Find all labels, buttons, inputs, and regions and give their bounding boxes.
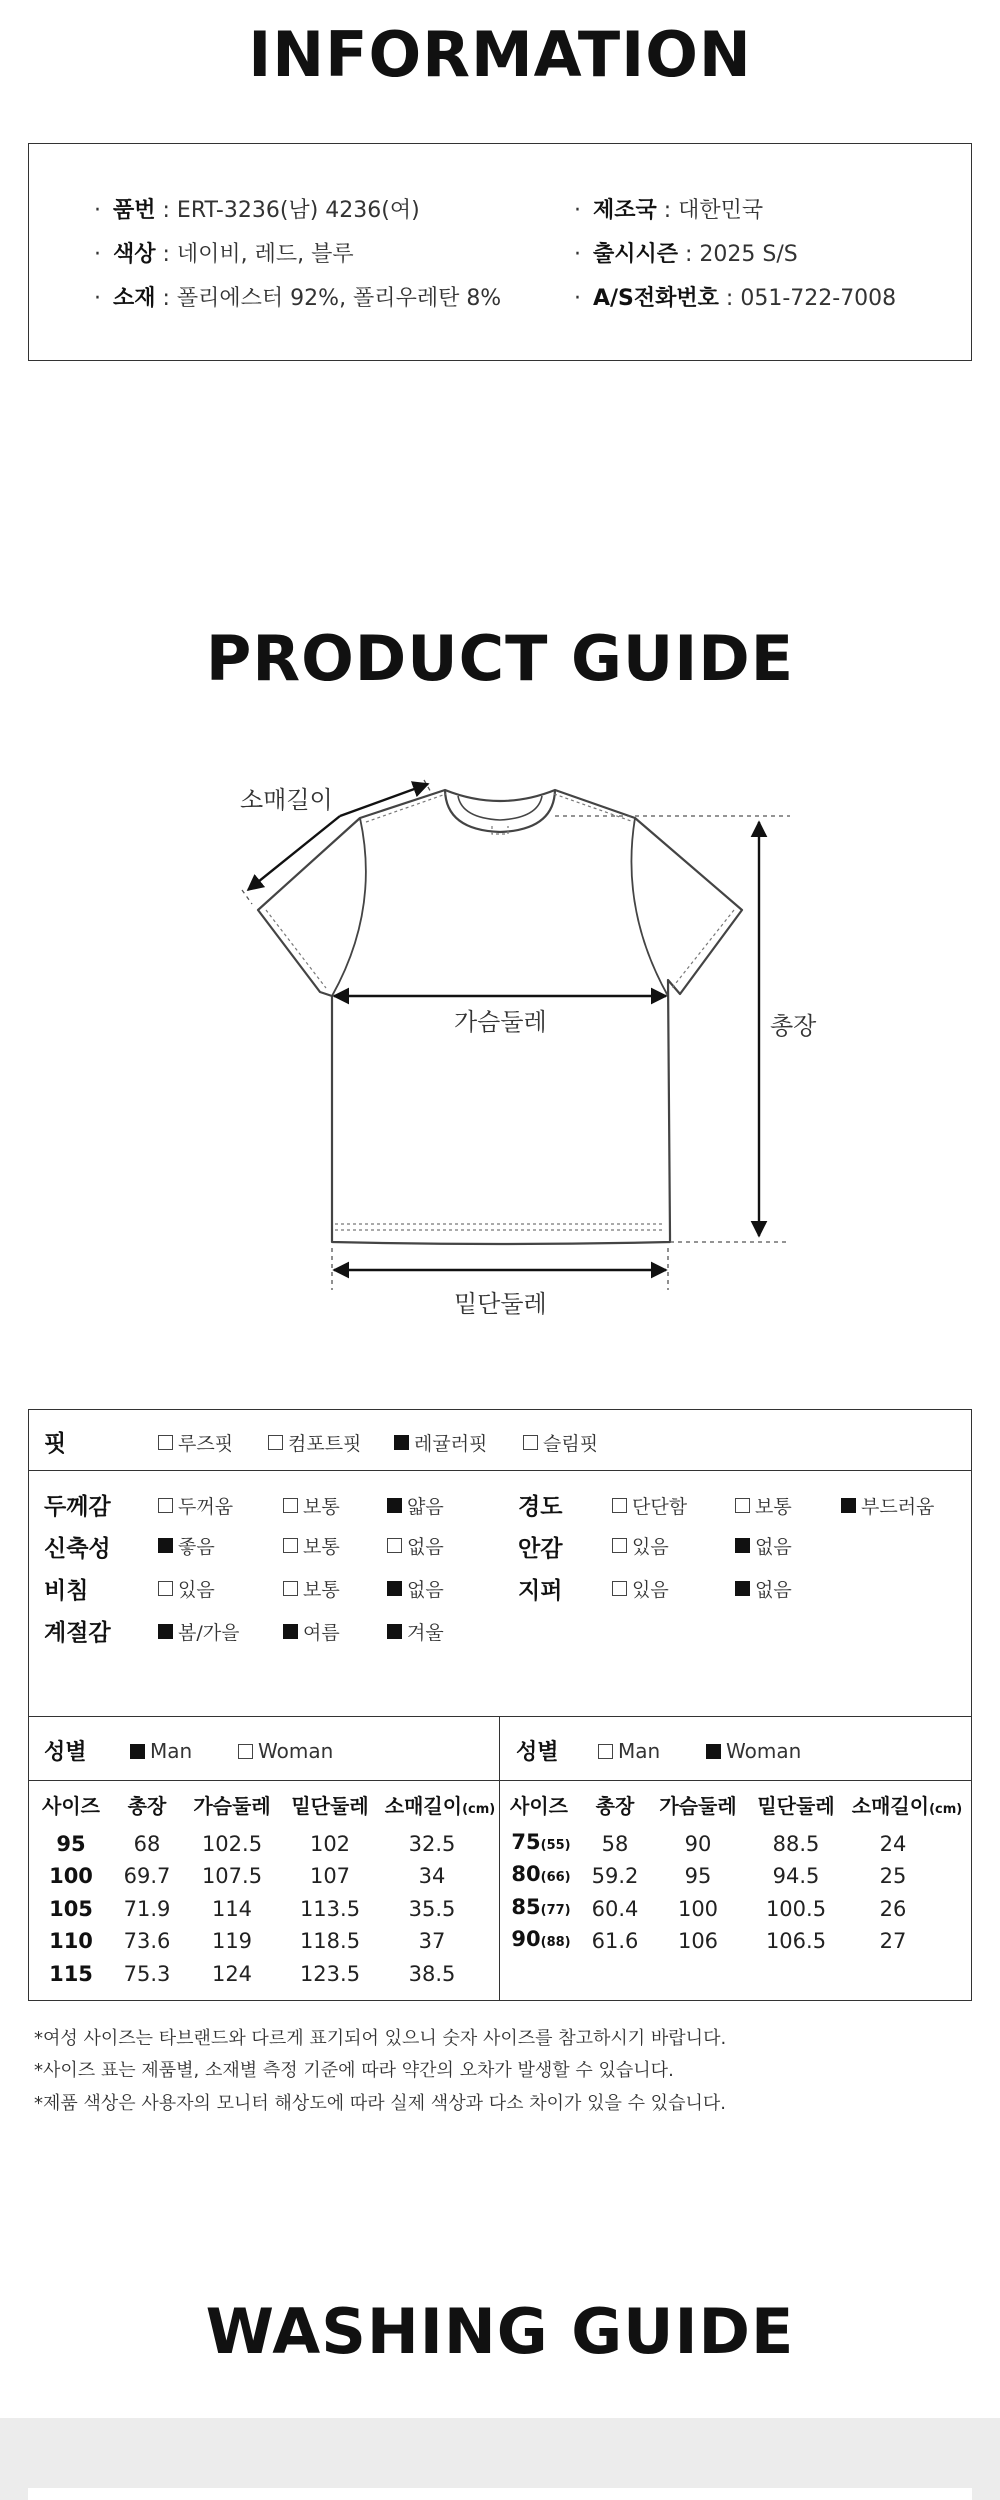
checkbox-icon xyxy=(283,1581,298,1596)
value-cell: 114 xyxy=(211,1897,253,1921)
value-cell: 90 xyxy=(684,1832,712,1856)
value-cell: 123.5 xyxy=(299,1962,361,1986)
value-cell: 27 xyxy=(879,1929,907,1953)
checkbox-icon xyxy=(612,1581,627,1596)
column-header: 사이즈 xyxy=(42,1794,100,1818)
hardness-option: 부드러움 xyxy=(841,1492,934,1519)
checkbox-checked-icon xyxy=(130,1744,145,1759)
sheer-label: 비침 xyxy=(44,1578,89,1604)
zipper-label: 지퍼 xyxy=(518,1578,563,1604)
size-cell: 95 xyxy=(56,1832,86,1856)
value-cell: 35.5 xyxy=(408,1897,456,1921)
checkbox-checked-icon xyxy=(735,1581,750,1596)
value-cell: 113.5 xyxy=(299,1897,361,1921)
size-cell: 75(55) xyxy=(511,1830,571,1854)
fit-option-comfort: 컴포트핏 xyxy=(268,1429,361,1456)
checkbox-icon xyxy=(735,1498,750,1513)
info-item-origin: · 제조국 : 대한민국 xyxy=(574,198,764,223)
thickness-option: 얇음 xyxy=(387,1492,444,1519)
sheer-option: 없음 xyxy=(387,1575,444,1602)
size-cell: 105 xyxy=(49,1897,93,1921)
info-item-as-phone: · A/S전화번호 : 051-722-7008 xyxy=(574,286,897,311)
fit-label: 핏 xyxy=(44,1431,67,1457)
fit-option-loose: 루즈핏 xyxy=(158,1429,233,1456)
value-cell: 106.5 xyxy=(765,1929,827,1953)
info-item-season: · 출시시즌 : 2025 S/S xyxy=(574,242,798,267)
value-cell: 107 xyxy=(309,1864,351,1888)
column-header: 소매길이(cm) xyxy=(851,1794,963,1818)
checkbox-icon xyxy=(612,1498,627,1513)
checkbox-icon xyxy=(238,1744,253,1759)
men-gender-man: Man xyxy=(130,1739,192,1763)
value-cell: 69.7 xyxy=(123,1864,171,1888)
checkbox-icon xyxy=(283,1498,298,1513)
divider-size-header xyxy=(28,1780,972,1781)
value-cell: 58 xyxy=(601,1832,629,1856)
checkbox-icon xyxy=(598,1744,613,1759)
value-cell: 61.6 xyxy=(591,1929,639,1953)
total-length-label: 총장 xyxy=(770,1012,817,1040)
stretch-option: 보통 xyxy=(283,1532,340,1559)
lining-label: 안감 xyxy=(518,1536,563,1562)
value-cell: 60.4 xyxy=(591,1897,639,1921)
value-cell: 124 xyxy=(211,1962,253,1986)
value-cell: 71.9 xyxy=(123,1897,171,1921)
size-cell: 100 xyxy=(49,1864,93,1888)
value-cell: 119 xyxy=(211,1929,253,1953)
lining-option: 없음 xyxy=(735,1532,792,1559)
info-item-material: · 소재 : 폴리에스터 92%, 폴리우레탄 8% xyxy=(94,286,502,311)
men-gender-woman: Woman xyxy=(238,1739,333,1763)
note-women-size: *여성 사이즈는 타브랜드와 다르게 표기되어 있으니 숫자 사이즈를 참고하시기 바랍니다. xyxy=(34,2028,727,2049)
value-cell: 37 xyxy=(418,1929,446,1953)
value-cell: 118.5 xyxy=(299,1929,361,1953)
stretch-option: 없음 xyxy=(387,1532,444,1559)
column-header: 밑단둘레 xyxy=(757,1794,835,1818)
checkbox-checked-icon xyxy=(283,1624,298,1639)
checkbox-icon xyxy=(158,1498,173,1513)
sheer-option: 있음 xyxy=(158,1575,215,1602)
lining-option: 있음 xyxy=(612,1532,669,1559)
washing-guide-card xyxy=(28,2488,972,2500)
sheer-option: 보통 xyxy=(283,1575,340,1602)
checkbox-checked-icon xyxy=(158,1538,173,1553)
checkbox-checked-icon xyxy=(841,1498,856,1513)
size-cell: 90(88) xyxy=(511,1927,571,1951)
product-guide-title: PRODUCT GUIDE xyxy=(205,622,795,695)
hem-label: 밑단둘레 xyxy=(454,1290,547,1318)
checkbox-checked-icon xyxy=(735,1538,750,1553)
value-cell: 26 xyxy=(879,1897,907,1921)
note-measurement: *사이즈 표는 제품별, 소재별 측정 기준에 따라 약간의 오차가 발생할 수 있습니다. xyxy=(34,2060,674,2081)
value-cell: 59.2 xyxy=(591,1864,639,1888)
value-cell: 38.5 xyxy=(408,1962,456,1986)
fit-option-slim: 슬림핏 xyxy=(523,1429,598,1456)
season-label: 계절감 xyxy=(44,1620,111,1646)
value-cell: 24 xyxy=(879,1832,907,1856)
checkbox-icon xyxy=(268,1435,283,1450)
column-header: 가슴둘레 xyxy=(193,1794,271,1818)
value-cell: 102 xyxy=(309,1832,351,1856)
hardness-option: 보통 xyxy=(735,1492,792,1519)
divider-fit xyxy=(28,1470,972,1471)
value-cell: 100.5 xyxy=(765,1897,827,1921)
women-gender-woman: Woman xyxy=(706,1739,801,1763)
checkbox-icon xyxy=(283,1538,298,1553)
size-cell: 85(77) xyxy=(511,1895,571,1919)
value-cell: 75.3 xyxy=(123,1962,171,1986)
zipper-option: 없음 xyxy=(735,1575,792,1602)
column-header: 총장 xyxy=(127,1794,167,1818)
value-cell: 94.5 xyxy=(772,1864,820,1888)
hardness-option: 단단함 xyxy=(612,1492,687,1519)
season-option: 여름 xyxy=(283,1618,340,1645)
value-cell: 25 xyxy=(879,1864,907,1888)
checkbox-checked-icon xyxy=(394,1435,409,1450)
column-header: 사이즈 xyxy=(510,1794,568,1818)
checkbox-checked-icon xyxy=(387,1498,402,1513)
checkbox-icon xyxy=(523,1435,538,1450)
value-cell: 88.5 xyxy=(772,1832,820,1856)
column-header: 총장 xyxy=(595,1794,635,1818)
checkbox-icon xyxy=(158,1581,173,1596)
thickness-option: 보통 xyxy=(283,1492,340,1519)
value-cell: 106 xyxy=(677,1929,719,1953)
value-cell: 34 xyxy=(418,1864,446,1888)
fit-option-regular: 레귤러핏 xyxy=(394,1429,487,1456)
divider-gender xyxy=(28,1716,972,1717)
value-cell: 95 xyxy=(684,1864,712,1888)
checkbox-icon xyxy=(612,1538,627,1553)
checkbox-checked-icon xyxy=(706,1744,721,1759)
washing-guide-title: WASHING GUIDE xyxy=(205,2295,795,2368)
tshirt-measurement-diagram xyxy=(0,760,1000,1320)
value-cell: 107.5 xyxy=(201,1864,263,1888)
checkbox-checked-icon xyxy=(387,1624,402,1639)
information-title: INFORMATION xyxy=(248,18,752,91)
value-cell: 32.5 xyxy=(408,1832,456,1856)
size-cell: 80(66) xyxy=(511,1862,571,1886)
zipper-option: 있음 xyxy=(612,1575,669,1602)
note-color: *제품 색상은 사용자의 모니터 해상도에 따라 실제 색상과 다소 차이가 있을 수 있습니다. xyxy=(34,2093,726,2114)
checkbox-checked-icon xyxy=(387,1581,402,1596)
size-cell: 110 xyxy=(49,1929,93,1953)
season-option: 봄/가을 xyxy=(158,1618,239,1645)
thickness-option: 두꺼움 xyxy=(158,1492,233,1519)
divider-men-women xyxy=(499,1716,500,2001)
value-cell: 100 xyxy=(677,1897,719,1921)
chest-label: 가슴둘레 xyxy=(454,1008,547,1036)
checkbox-icon xyxy=(158,1435,173,1450)
women-gender-label: 성별 xyxy=(516,1740,559,1765)
size-cell: 115 xyxy=(49,1962,93,1986)
checkbox-icon xyxy=(387,1538,402,1553)
stretch-option: 좋음 xyxy=(158,1532,215,1559)
info-item-product-code: · 품번 : ERT-3236(남) 4236(여) xyxy=(94,198,420,223)
column-header: 가슴둘레 xyxy=(659,1794,737,1818)
men-gender-label: 성별 xyxy=(44,1740,87,1765)
checkbox-checked-icon xyxy=(158,1624,173,1639)
column-header: 밑단둘레 xyxy=(291,1794,369,1818)
sleeve-length-label: 소매길이 xyxy=(240,786,333,814)
stretch-label: 신축성 xyxy=(44,1536,111,1562)
women-gender-man: Man xyxy=(598,1739,660,1763)
thickness-label: 두께감 xyxy=(44,1494,111,1520)
value-cell: 102.5 xyxy=(201,1832,263,1856)
value-cell: 68 xyxy=(133,1832,161,1856)
column-header: 소매길이(cm) xyxy=(384,1794,496,1818)
season-option: 겨울 xyxy=(387,1618,444,1645)
value-cell: 73.6 xyxy=(123,1929,171,1953)
info-item-color: · 색상 : 네이비, 레드, 블루 xyxy=(94,242,354,267)
hardness-label: 경도 xyxy=(518,1494,563,1520)
